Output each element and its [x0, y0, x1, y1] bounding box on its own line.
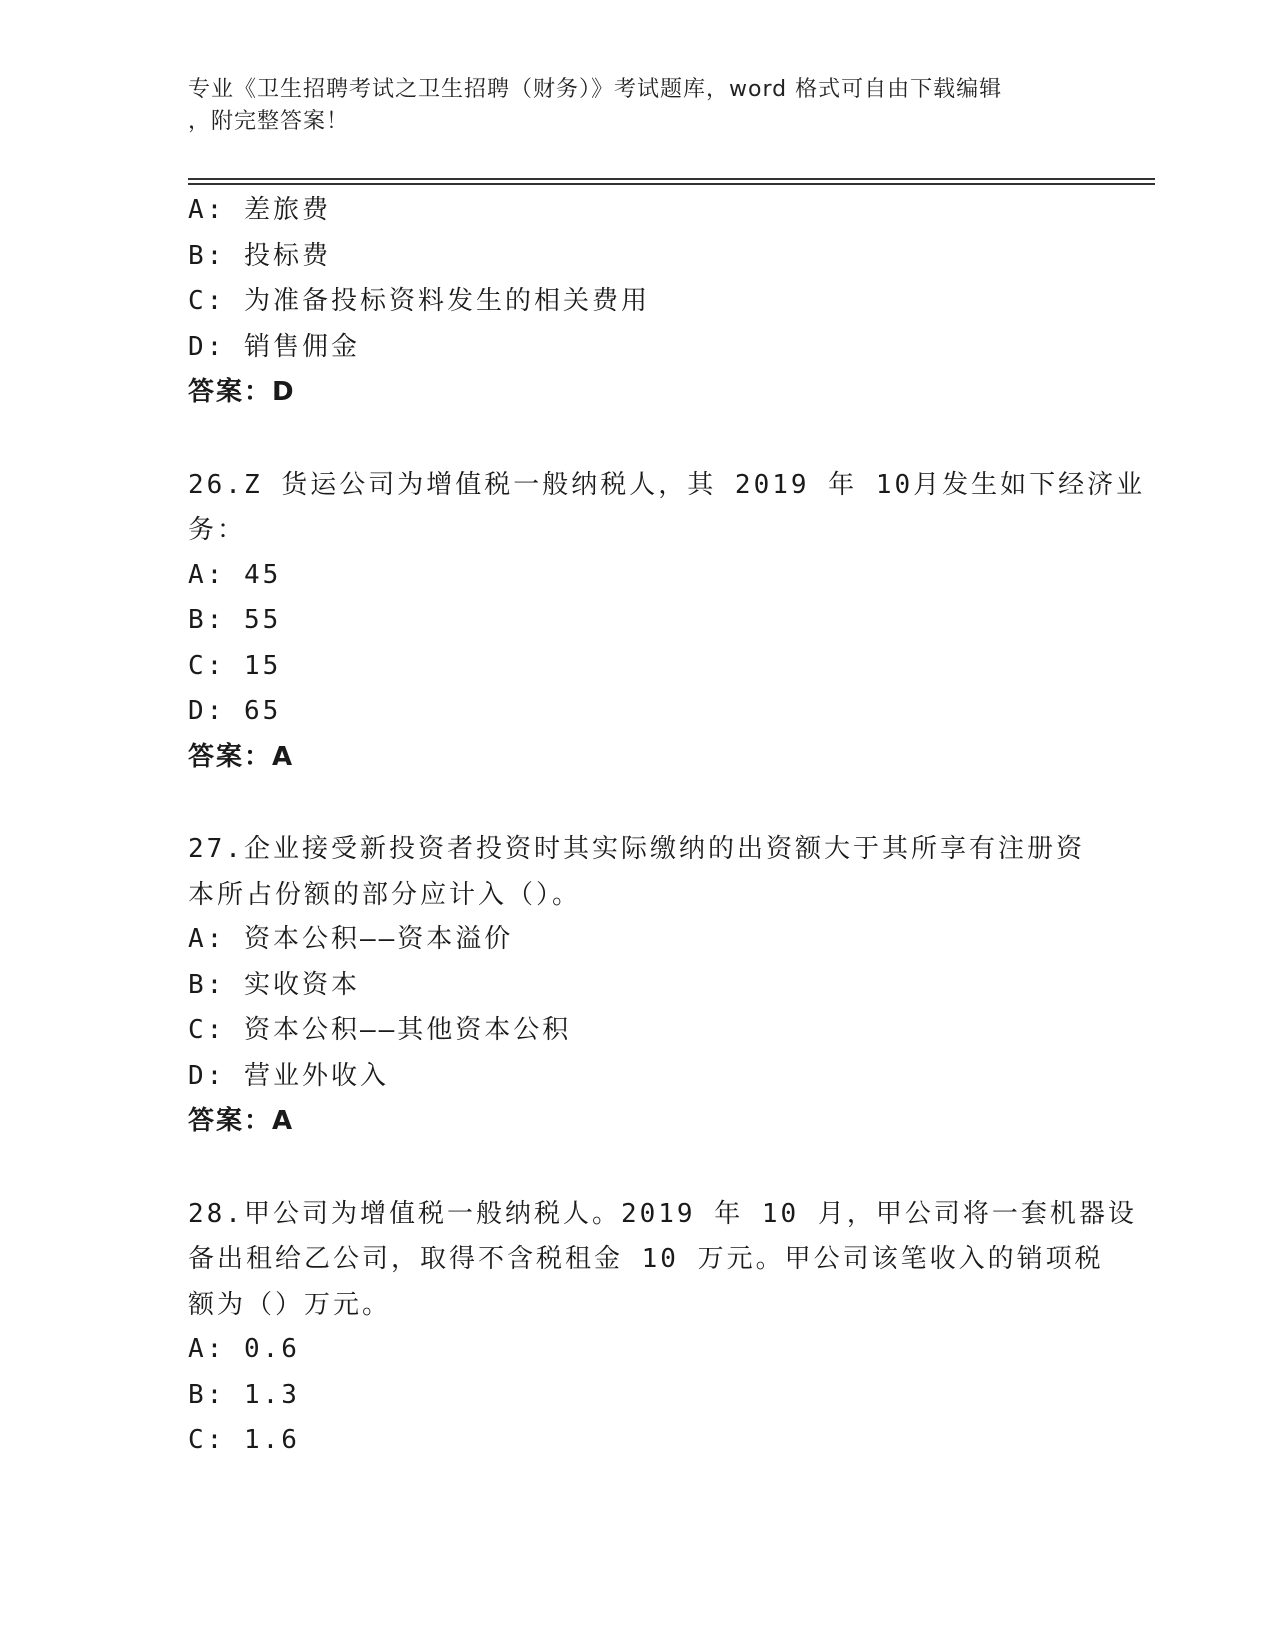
- option-b: B: 实收资本: [188, 969, 360, 1000]
- header-divider-top: [188, 178, 1155, 180]
- header-line-2: ，附完整答案！: [188, 109, 350, 134]
- option-d: D: 65: [188, 696, 282, 726]
- question-content: [188, 188, 1146, 1464]
- option-d: D: 营业外收入: [188, 1060, 389, 1091]
- question-27: [188, 826, 1088, 1145]
- answer: 答案：D: [188, 377, 296, 407]
- question-text-line: 27.企业接受新投资者投资时其实际缴纳的出资额大于其所享有注册资: [188, 834, 1085, 864]
- option-a: A: 差旅费: [188, 195, 331, 225]
- question-25: [188, 188, 1088, 416]
- header-line-1: 专业《卫生招聘考试之卫生招聘（财务）》考试题库，word 格式可自由下载编辑: [188, 77, 1003, 102]
- question-text-line: 28.甲公司为增值税一般纳税人。2019 年 10 月，甲公司将一套机器设: [188, 1198, 1137, 1229]
- header-divider-bottom: [188, 183, 1155, 185]
- option-c: C: 为准备投标资料发生的相关费用: [188, 286, 650, 316]
- question-text-line: 额为（）万元。: [188, 1289, 392, 1320]
- answer: 答案：A: [188, 741, 295, 772]
- option-a: A: 资本公积——资本溢价: [188, 924, 514, 954]
- option-a: A: 0.6: [188, 1334, 300, 1364]
- question-text-line: 务：: [188, 515, 247, 545]
- question-text-line: 本所占份额的部分应计入（）。: [188, 879, 582, 910]
- question-text-line: 备出租给乙公司，取得不含税租金 10 万元。甲公司该笔收入的销项税: [188, 1244, 1104, 1274]
- answer: 答案：A: [188, 1106, 295, 1136]
- question-26: [188, 462, 1146, 781]
- document-header: [188, 74, 1068, 138]
- option-b: B: 1.3: [188, 1379, 300, 1410]
- option-b: B: 55: [188, 605, 282, 635]
- option-c: C: 15: [188, 650, 282, 681]
- option-d: D: 销售佣金: [188, 331, 360, 362]
- option-c: C: 资本公积——其他资本公积: [188, 1015, 572, 1045]
- option-b: B: 投标费: [188, 240, 331, 271]
- question-28: [188, 1191, 1137, 1464]
- question-text-line: 26.Z 货运公司为增值税一般纳税人，其 2019 年 10月发生如下经济业: [188, 469, 1146, 500]
- option-c: C: 1.6: [188, 1425, 300, 1455]
- option-a: A: 45: [188, 559, 282, 590]
